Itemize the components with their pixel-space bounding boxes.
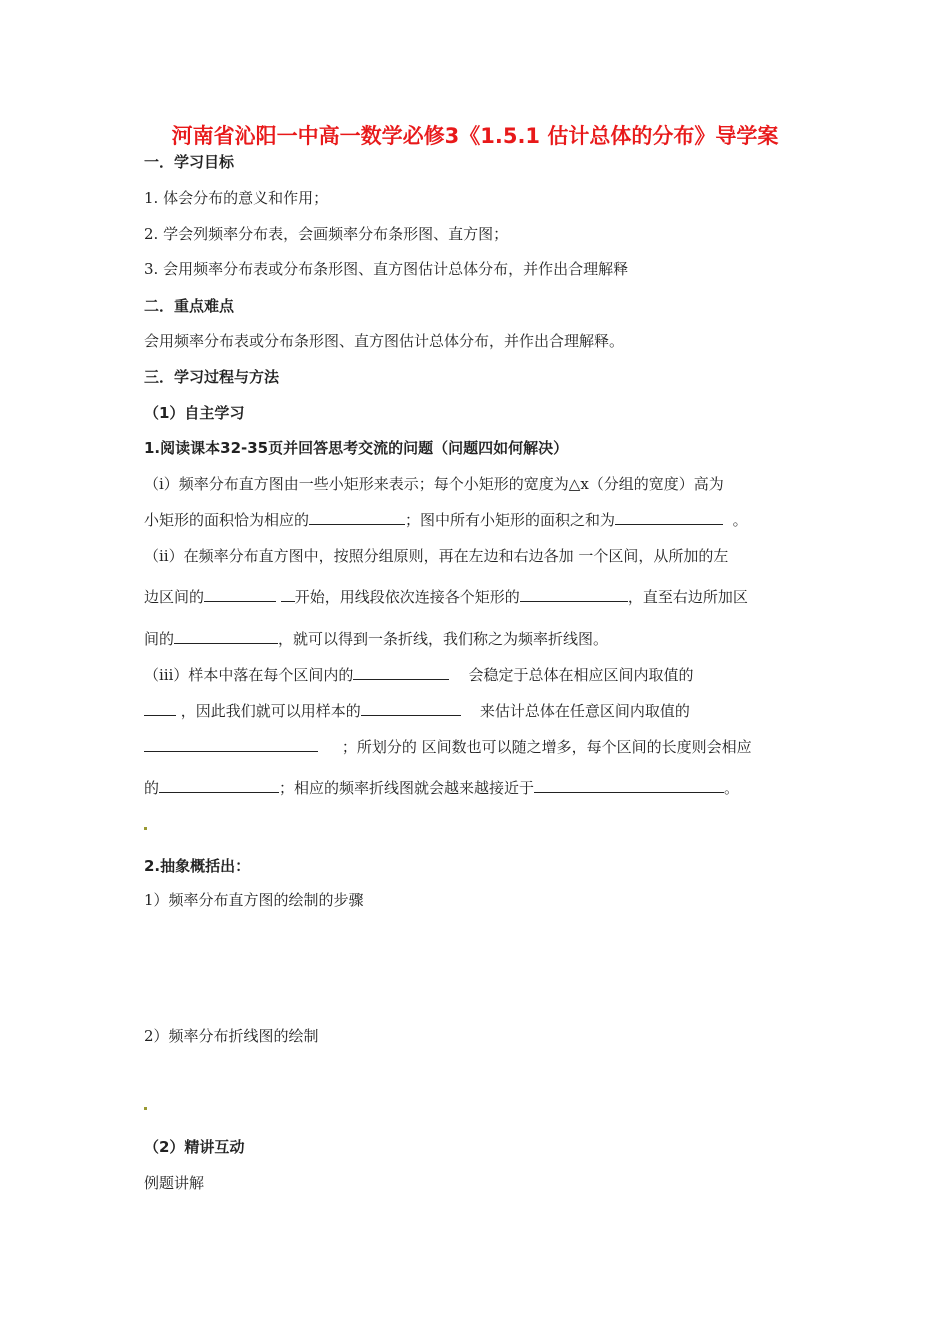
fill-blank[interactable] <box>159 777 279 793</box>
fill-blank[interactable] <box>281 586 295 602</box>
fill-blank[interactable] <box>144 736 318 752</box>
fill-blank[interactable] <box>615 509 723 525</box>
text-fragment: 小矩形的面积恰为相应的 <box>144 511 310 529</box>
item-iii-line3 <box>144 736 752 758</box>
section-1-heading: 一．学习目标 <box>144 153 235 171</box>
fill-blank[interactable] <box>309 509 405 525</box>
text-fragment: ；所划分的 区间数也可以随之增多，每个区间的长度则会相应 <box>341 738 752 756</box>
fill-blank[interactable] <box>174 628 278 644</box>
text-fragment: 开始，用线段依次连接各个矩形的 <box>294 588 520 606</box>
text-fragment: 来估计总体在任意区间内取值的 <box>479 702 690 720</box>
text-fragment: ，因此我们就可以用样本的 <box>180 702 361 720</box>
lecture-heading: （2）精讲互动 <box>144 1138 245 1156</box>
step-2-label: 2）频率分布折线图的绘制 <box>144 1027 319 1045</box>
text-fragment: ；相应的频率折线图就会越来越接近于 <box>279 779 535 797</box>
text-fragment: ，就可以得到一条折线，我们称之为频率折线图。 <box>278 630 609 648</box>
item-i-line2 <box>144 509 748 531</box>
goal-item: 1. 体会分布的意义和作用； <box>144 189 329 207</box>
text-fragment: 间的 <box>144 630 175 648</box>
question-1: 1.阅读课本32-35页并回答思考交流的问题（问题四如何解决） <box>144 439 569 457</box>
item-iii-line2 <box>144 700 690 722</box>
question-2: 2.抽象概括出： <box>144 857 251 875</box>
stray-mark <box>144 1107 147 1110</box>
goal-item: 3. 会用频率分布表或分布条形图、直方图估计总体分布，并作出合理解释 <box>144 260 629 278</box>
text-fragment: 的 <box>144 779 160 797</box>
page-title: 河南省沁阳一中高一数学必修3《1.5.1 估计总体的分布》导学案 <box>171 124 779 148</box>
text-fragment: 会稳定于总体在相应区间内取值的 <box>468 666 694 684</box>
stray-mark <box>144 827 147 830</box>
text-fragment: 边区间的 <box>144 588 205 606</box>
self-study-heading: （1）自主学习 <box>144 404 245 422</box>
step-1-label: 1）频率分布直方图的绘制的步骤 <box>144 891 364 909</box>
example-label: 例题讲解 <box>144 1174 205 1192</box>
item-i-line1: （ⅰ）频率分布直方图由一些小矩形来表示；每个小矩形的宽度为△x（分组的宽度）高为 <box>144 475 724 493</box>
fill-blank[interactable] <box>353 664 449 680</box>
fill-blank[interactable] <box>534 777 724 793</box>
fill-blank[interactable] <box>520 586 628 602</box>
text-fragment: 。 <box>732 511 748 529</box>
section-3-heading: 三．学习过程与方法 <box>144 368 280 386</box>
item-ii-line2 <box>144 586 748 608</box>
text-fragment: ；图中所有小矩形的面积之和为 <box>405 511 616 529</box>
fill-blank[interactable] <box>204 586 276 602</box>
text-fragment: 。 <box>724 779 740 797</box>
item-iii-line4 <box>144 777 739 799</box>
section-2-heading: 二．重点难点 <box>144 297 235 315</box>
item-ii-line1: （ⅱ）在频率分布直方图中，按照分组原则，再在左边和右边各加 一个区间，从所加的左 <box>144 547 729 565</box>
fill-blank[interactable] <box>144 700 176 716</box>
text-fragment: （ⅲ）样本中落在每个区间内的 <box>144 666 354 684</box>
fill-blank[interactable] <box>361 700 461 716</box>
goal-item: 2. 学会列频率分布表，会画频率分布条形图、直方图； <box>144 225 509 243</box>
item-iii-line1 <box>144 664 694 686</box>
item-ii-line3 <box>144 628 608 650</box>
key-points-text: 会用频率分布表或分布条形图、直方图估计总体分布，并作出合理解释。 <box>144 332 625 350</box>
text-fragment: ，直至右边所加区 <box>627 588 748 606</box>
